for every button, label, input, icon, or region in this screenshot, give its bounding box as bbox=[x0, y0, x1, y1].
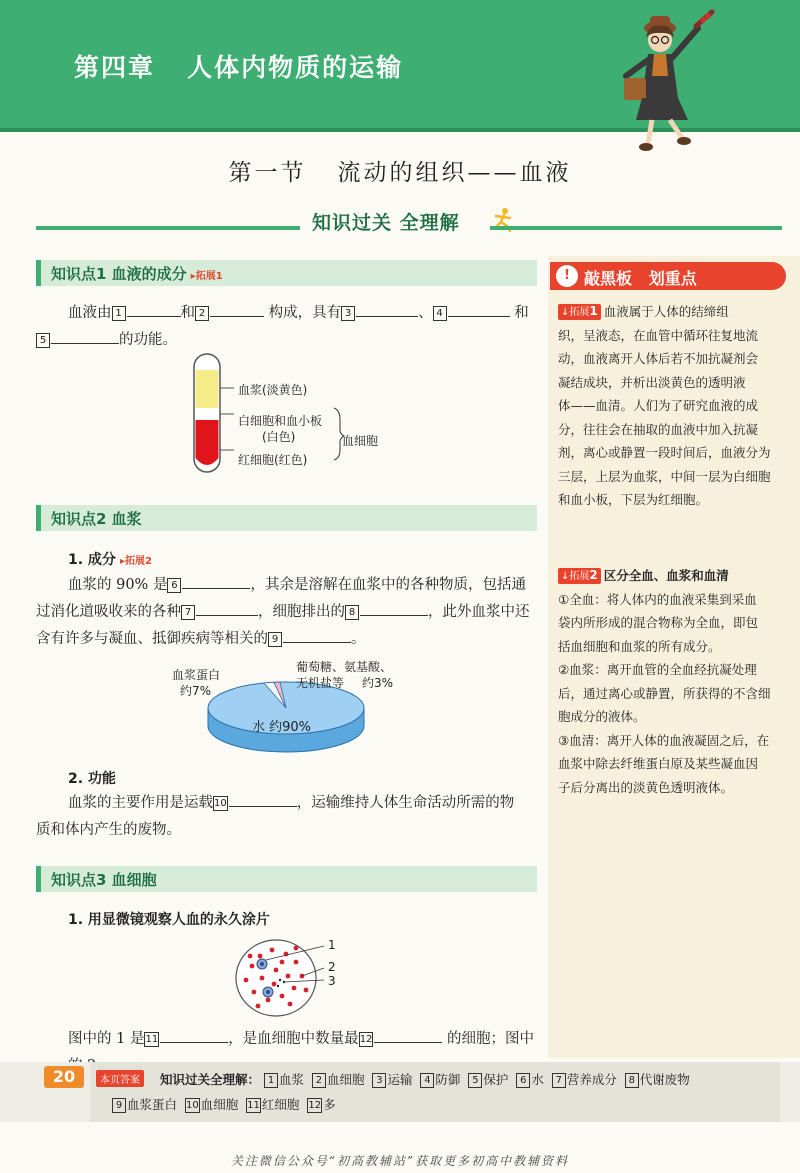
answers-tag: 本页答案 bbox=[96, 1070, 144, 1087]
bell-icon: ! bbox=[556, 265, 578, 287]
smear-marker-1: 1 bbox=[328, 938, 336, 952]
kp2-title: 知识点2 血浆 bbox=[51, 510, 142, 528]
tube-label-cells: 血细胞 bbox=[342, 434, 379, 448]
kp1-paragraph-2: 5 的功能。 bbox=[36, 327, 536, 354]
sidebar-ext2-line: ①全血：将人体内的血液采集到采血 bbox=[558, 591, 757, 607]
watermark-text: 关注微信公众号“初高教辅站”获取更多初高中教辅资料 bbox=[230, 1154, 570, 1168]
answers-line-2: 9 血浆蛋白 10 血细胞 11 红细胞 12 多 bbox=[112, 1095, 336, 1113]
sidebar-ext2-line: ②血浆：离开血管的全血经抗凝处理 bbox=[558, 662, 757, 677]
chapter-title: 第四章 人体内物质的运输 bbox=[74, 53, 404, 82]
sidebar-key-points bbox=[548, 256, 800, 1058]
sidebar-ext1-line: 织，呈液态，在血管中循环往复地流 bbox=[558, 327, 759, 343]
kp3-header bbox=[36, 866, 537, 892]
sidebar-ext2-line: 子后分离出的淡黄色透明液体。 bbox=[558, 779, 734, 795]
sidebar-ext2 bbox=[558, 564, 788, 799]
kp1-header bbox=[36, 260, 537, 286]
pie-label-protein-pct: 约7% bbox=[180, 684, 212, 698]
knowledge-bar-line-left bbox=[36, 226, 300, 230]
kp1-paragraph: 血液由 1 和 2 构成，具有 3 、 4 和 bbox=[68, 300, 538, 327]
sidebar-ext1-line: ↓拓展1 血液属于人体的结缔组 bbox=[558, 300, 788, 324]
kp2-paragraph-2: 过消化道吸收来的各种 7 ，细胞排出的 8 ，此外血浆中还 bbox=[36, 599, 536, 626]
sidebar-ext1-line: 剂，离心或静置一段时间后，血液分为 bbox=[558, 445, 771, 460]
sidebar-ext2-line: 后，通过离心或静置，所获得的不含细 bbox=[558, 685, 771, 701]
tube-label-rbc: 红细胞(红色) bbox=[238, 453, 308, 467]
kp2-ext-tag: ▸拓展2 bbox=[119, 556, 152, 567]
smear-marker-3: 3 bbox=[328, 974, 336, 988]
tube-label-wbc: 白细胞和血小板 bbox=[238, 414, 323, 428]
kp2-paragraph-1: 血浆的 90% 是 6 ，其余是溶解在血浆中的各种物质，包括通 bbox=[68, 572, 538, 599]
pie-label-other-pct: 约3% bbox=[362, 676, 394, 690]
sidebar-ext1-line: 凝结成块，并析出淡黄色的透明液 bbox=[558, 374, 746, 390]
sidebar-ext1-line: 动，血液离开人体后若不加抗凝剂会 bbox=[558, 351, 759, 366]
smear-marker-2: 2 bbox=[328, 960, 336, 974]
sidebar-ext1-tag: ↓拓展1 bbox=[558, 304, 601, 320]
main-content bbox=[36, 246, 536, 1060]
answers-line-1: 知识过关全理解： 1 血浆 2 血细胞 3 运输 4 防御 5 保护 6 水 7 营养成分 8 代谢废物 bbox=[160, 1072, 690, 1087]
knowledge-bar-label: 知识过关 全理解 bbox=[312, 212, 460, 234]
plasma-pie-chart bbox=[204, 670, 374, 760]
kp2-function-2: 质和体内产生的废物。 bbox=[36, 822, 181, 838]
knowledge-bar-line-right bbox=[490, 226, 782, 230]
sidebar-header bbox=[550, 262, 786, 290]
kp2-sub-composition: 1. 成分 ▸拓展2 bbox=[68, 552, 152, 568]
kp3-question: 图中的 1 是11 ，是血细胞中数量最12 的细胞；图中 bbox=[68, 1026, 538, 1080]
mascot-illustration bbox=[612, 6, 722, 156]
pie-label-other: 葡萄糖、氨基酸、 bbox=[296, 660, 393, 674]
sidebar-ext1-line: 三层，上层为血浆，中间一层为白细胞 bbox=[558, 468, 771, 484]
kp2-sub-function: 2. 功能 bbox=[68, 771, 116, 787]
sidebar-ext2-line: 胞成分的液体。 bbox=[558, 709, 646, 724]
page-number: 20 bbox=[44, 1066, 84, 1088]
sidebar-ext2-line: 血浆中除去纤维蛋白原及某些凝血因 bbox=[558, 756, 759, 771]
sidebar-title: 敲黑板 划重点 bbox=[584, 269, 697, 288]
sidebar-ext2-line: 袋内所形成的混合物称为全血，即包 bbox=[558, 615, 759, 630]
kp1-ext-tag: ▸拓展1 bbox=[190, 271, 223, 282]
pie-label-other-2: 无机盐等 bbox=[296, 676, 345, 690]
kp2-function-1: 血浆的主要作用是运载10 ，运输维持人体生命活动所需的物 bbox=[68, 790, 538, 817]
kp1-title: 知识点1 血液的成分 ▸拓展1 bbox=[51, 265, 223, 283]
tube-label-plasma: 血浆(淡黄色) bbox=[238, 383, 308, 397]
sidebar-ext2-title: ↓拓展2 区分全血、血浆和血清 bbox=[558, 564, 788, 588]
sidebar-ext1-line: 体——血清。人们为了研究血液的成 bbox=[558, 398, 759, 413]
kp2-paragraph-3: 含有许多与凝血、抵御疾病等相关的 9 。 bbox=[36, 626, 536, 653]
tube-label-wbc-color: (白色) bbox=[262, 430, 296, 444]
kp3-title: 知识点3 血细胞 bbox=[51, 871, 157, 889]
section-title: 第一节 流动的组织——血液 bbox=[228, 160, 572, 186]
knowledge-bar bbox=[36, 206, 782, 232]
sidebar-ext2-tag: ↓拓展2 bbox=[558, 568, 601, 584]
sidebar-ext2-line: 括血细胞和血浆的所有成分。 bbox=[558, 638, 721, 654]
kp2-header bbox=[36, 505, 537, 531]
pie-label-water: 水 约90% bbox=[252, 720, 312, 735]
pie-label-protein: 血浆蛋白 bbox=[172, 668, 221, 682]
kp3-sub-microscope: 1. 用显微镜观察人血的永久涂片 bbox=[68, 912, 270, 928]
sidebar-ext1 bbox=[558, 300, 788, 512]
sidebar-ext1-line: 分，往往会在抽取的血液中加入抗凝 bbox=[558, 421, 759, 437]
sidebar-ext1-line: 和血小板，下层为红细胞。 bbox=[558, 492, 709, 507]
sidebar-ext2-line: ③血清：离开人体的血液凝固之后，在 bbox=[558, 732, 770, 748]
